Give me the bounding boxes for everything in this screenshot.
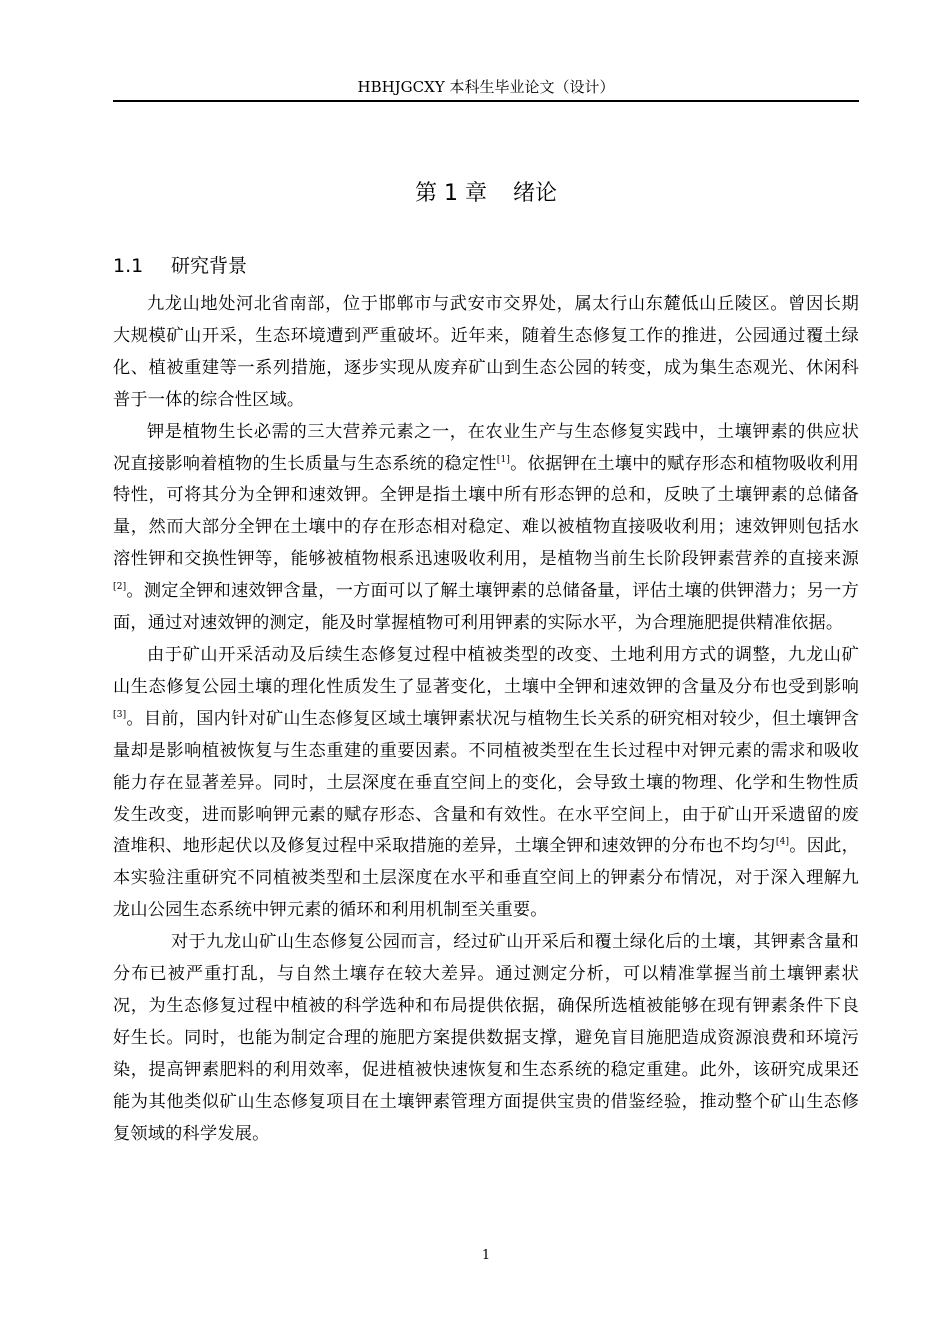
page-header [113, 78, 859, 102]
chapter-title [113, 178, 859, 210]
paragraph-3-text-b: 。目前，国内针对矿山生态修复区域土壤钾素状况与植物生长关系的研究相对较少，但土壤钾含量却是影响植被恢复与生态重建的重要因素。不同植被类型在生长过程中对钾元素的需求和吸收能力存在显著差异。同时，土层深度在垂直空间上的变化，会导致土壤的物理、化学和生物性质发生改变，进而影响钾元素的赋存形态、含量和有效性。在水平空间上，由于矿山开采遗留的废渣堆积、地形起伏以及修复过程中采取措施的差异，土壤全钾和速效钾的分布也不均匀 [113, 708, 859, 857]
paragraph-2-text-c: 。测定全钾和速效钾含量，一方面可以了解土壤钾素的总储备量，评估土壤的供钾潜力；另一方面，通过对速效钾的测定，能及时掌握植物可利用钾素的实际水平，为合理施肥提供精准依据。 [113, 581, 859, 634]
header-rule [113, 100, 859, 102]
section-title [113, 251, 247, 281]
chapter-number: 第 1 章 [415, 181, 487, 206]
paragraph-4 [113, 927, 859, 1150]
section-number: 1.1 [113, 255, 144, 277]
paragraph-1 [113, 289, 859, 417]
paragraph-2 [113, 417, 859, 640]
paragraph-3-text-a: 由于矿山开采活动及后续生态修复过程中植被类型的改变、土地利用方式的调整，九龙山矿山生态修复公园土壤的理化性质发生了显著变化，土壤中全钾和速效钾的含量及分布也受到影响 [113, 644, 859, 697]
citation-2: [2] [113, 582, 127, 593]
body-text [113, 289, 859, 1150]
citation-3: [3] [113, 709, 127, 720]
citation-1: [1] [496, 454, 511, 465]
paragraph-3-text-c: 。因此，本实验注重研究不同植被类型和土层深度在水平和垂直空间上的钾素分布情况，对于深入理解九龙山公园生态系统中钾元素的循环和利用机制至关重要。 [113, 836, 859, 921]
paragraph-4-text: 对于九龙山矿山生态修复公园而言，经过矿山开采后和覆土绿化后的土壤，其钾素含量和分布已被严重打乱，与自然土壤存在较大差异。通过测定分析，可以精准掌握当前土壤钾素状况，为生态修复过程中植被的科学选种和布局提供依据，确保所选植被能够在现有钾素条件下良好生长。同时，也能为制定合理的施肥方案提供数据支撑，避免盲目施肥造成资源浪费和环境污染，提高钾素肥料的利用效率，促进植被快速恢复和生态系统的稳定重建。此外，该研究成果还能为其他类似矿山生态修复项目在土壤钾素管理方面提供宝贵的借鉴经验，推动整个矿山生态修复领域的科学发展。 [113, 932, 859, 1144]
paragraph-3 [113, 640, 859, 927]
paragraph-1-text: 九龙山地处河北省南部，位于邯郸市与武安市交界处，属太行山东麓低山丘陵区。曾因长期大规模矿山开采，生态环境遭到严重破坏。近年来，随着生态修复工作的推进，公园通过覆土绿化、植被重建等一系列措施，逐步实现从废弃矿山到生态公园的转变，成为集生态观光、休闲科普于一体的综合性区域。 [113, 294, 859, 410]
paragraph-2-text-a: 钾是植物生长必需的三大营养元素之一，在农业生产与生态修复实践中，土壤钾素的供应状况直接影响着植物的生长质量与生态系统的稳定性 [113, 421, 859, 474]
header-text: HBHJGCXY 本科生毕业论文（设计） [357, 78, 615, 96]
citation-4: [4] [775, 837, 790, 848]
page-number-text: 1 [481, 1248, 491, 1263]
paragraph-2-text-b: 。依据钾在土壤中的赋存形态和植物吸收利用特性，可将其分为全钾和速效钾。全钾是指土壤中所有形态钾的总和，反映了土壤钾素的总储备量，然而大部分全钾在土壤中的存在形态相对稳定、难以被植物直接吸收利用；速效钾则包括水溶性钾和交换性钾等，能够被植物根系迅速吸收利用，是植物当前生长阶段钾素营养的直接来源 [113, 453, 859, 570]
section-name: 研究背景 [171, 255, 248, 277]
page-number [113, 1248, 859, 1264]
chapter-name: 绪论 [512, 181, 557, 206]
